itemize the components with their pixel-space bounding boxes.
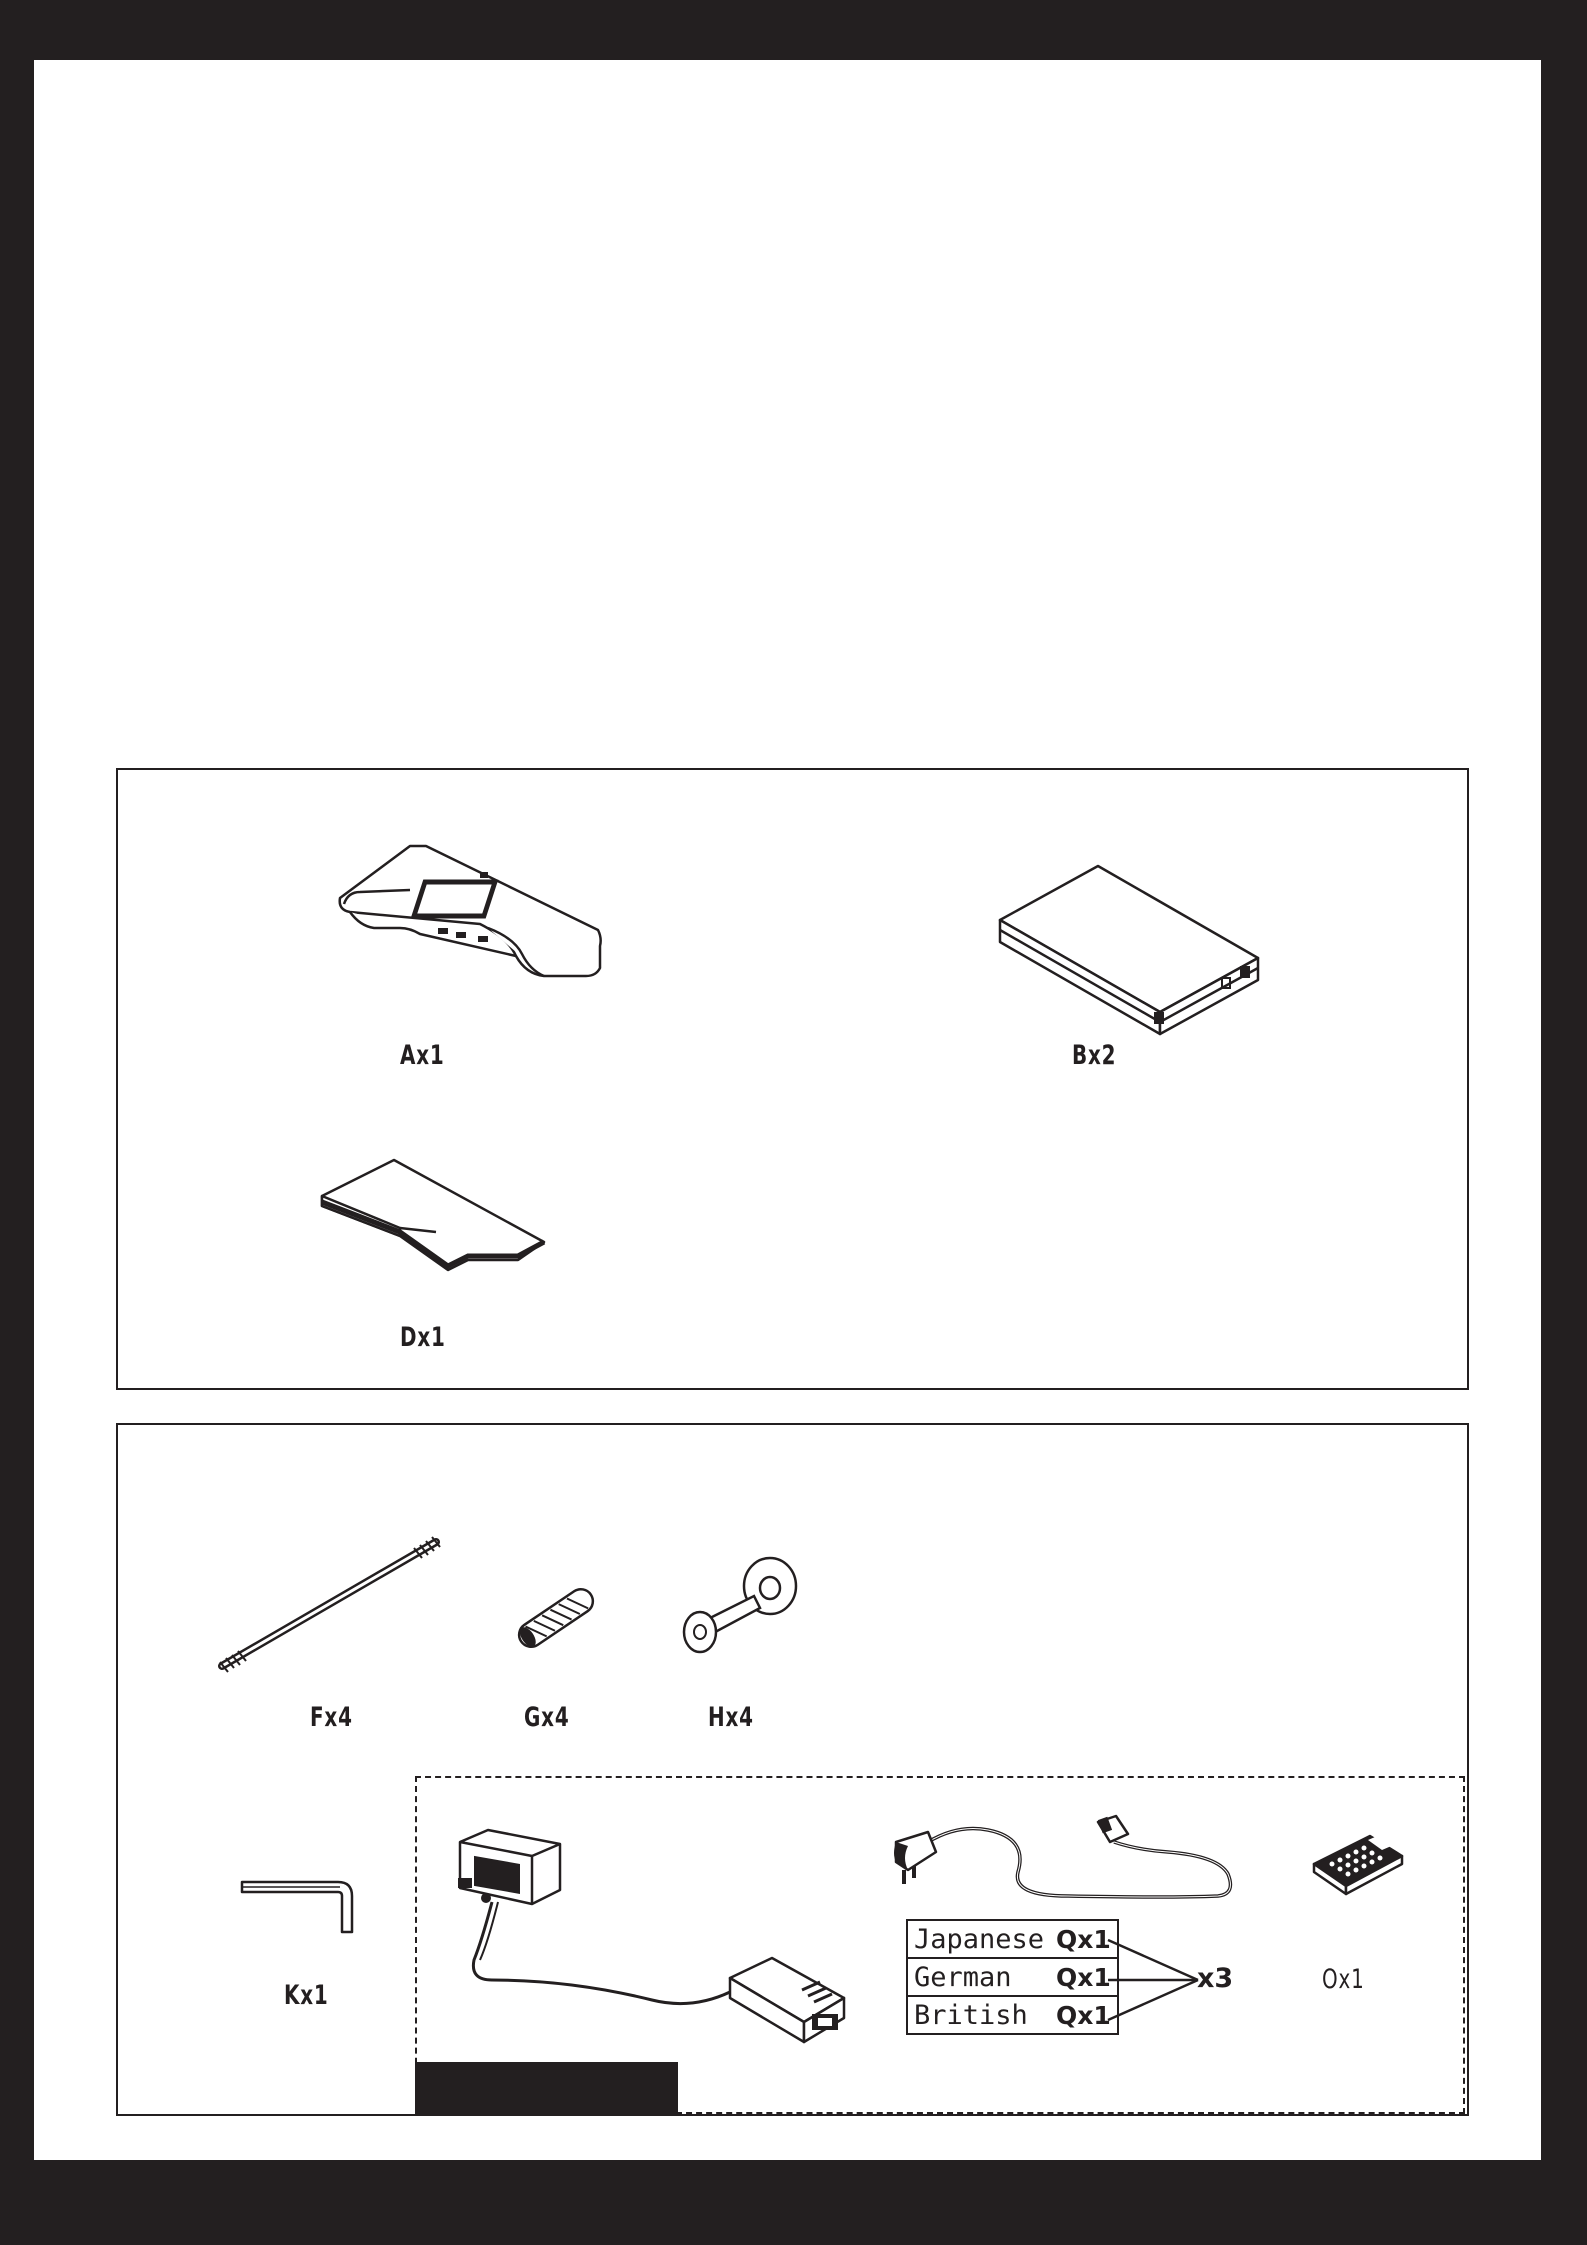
- black-label-bar: [415, 2062, 678, 2114]
- parts-panel-large: [116, 768, 1469, 1390]
- cord-multiplier: x3: [1197, 1963, 1234, 1994]
- plug-qty: Qx1: [1050, 1958, 1118, 1996]
- plug-qty: Qx1: [1050, 1920, 1118, 1958]
- plug-options-table: [906, 1919, 1119, 2035]
- part-label-h: Hx4: [708, 1702, 754, 1733]
- plug-name: Japanese: [907, 1920, 1050, 1958]
- bracket-lines: [1106, 1936, 1200, 2022]
- plug-qty: Qx1: [1050, 1996, 1118, 2034]
- plug-name: German: [907, 1958, 1050, 1996]
- plug-option-row: [907, 1920, 1118, 1958]
- power-adapter-icon: [452, 1830, 852, 2060]
- part-label-d: Dx1: [400, 1322, 446, 1353]
- drive-tray-icon: [996, 862, 1266, 1038]
- hex-key-icon: [240, 1876, 360, 1936]
- part-label-a: Ax1: [400, 1040, 445, 1071]
- plug-option-row: [907, 1996, 1118, 2034]
- part-label-b: Bx2: [1072, 1040, 1117, 1071]
- dowel-icon: [508, 1582, 604, 1654]
- screw-washer-icon: [676, 1556, 802, 1656]
- base-plate-icon: [318, 1156, 554, 1276]
- part-label-k: Kx1: [284, 1980, 329, 2011]
- keypad-icon: [1310, 1834, 1406, 1898]
- part-label-g: Gx4: [524, 1702, 570, 1733]
- top-cover-icon: [330, 842, 610, 982]
- plug-name: British: [907, 1996, 1050, 2034]
- part-label-o: Ox1: [1322, 1964, 1365, 1995]
- part-label-f: Fx4: [310, 1702, 353, 1733]
- plug-option-row: [907, 1958, 1118, 1996]
- threaded-rod-icon: [214, 1534, 444, 1676]
- power-cord-icon: [888, 1812, 1240, 1918]
